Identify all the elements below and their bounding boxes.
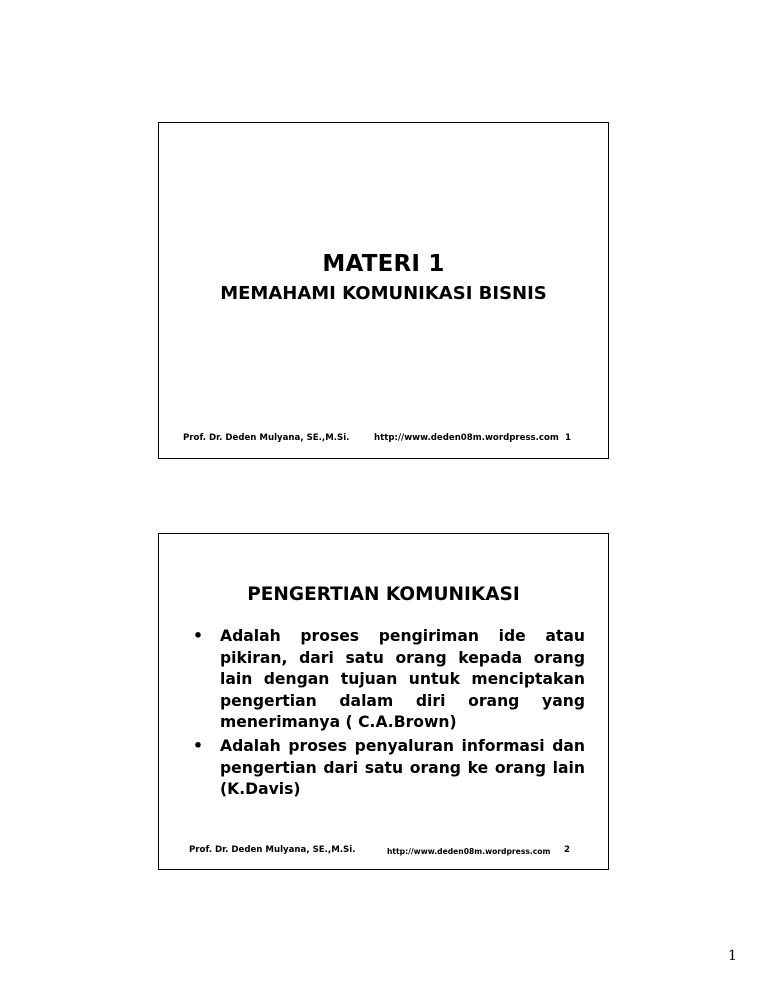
bullet-list [193,626,585,803]
slide-2-title: PENGERTIAN KOMUNIKASI [247,584,520,605]
footer-author: Prof. Dr. Deden Mulyana, SE.,M.Si. [189,845,356,855]
bullet-text: Adalah proses pengiriman ide atau pikiran, dari satu orang kepada orang lain dengan tujuan untuk menciptakan pengertian dalam diri orang yang menerimanya ( C.A.Brown) [220,627,585,732]
footer-url: http://www.deden08m.wordpress.com [374,433,559,443]
footer-url: http://www.deden08m.wordpress.com [387,847,551,856]
slide-1-title: MATERI 1 [322,251,445,277]
bullet-text: Adalah proses penyaluran informasi dan pengertian dari satu orang ke orang lain (K.Davis) [220,736,585,799]
bullet-item [193,736,585,801]
bullet-marker: • [193,627,203,645]
bullet-item [193,626,585,734]
slide-1 [158,122,609,459]
slide-number: 2 [564,845,570,855]
footer-author: Prof. Dr. Deden Mulyana, SE.,M.Si. [183,433,350,443]
slide-number: 1 [565,433,571,443]
bullet-marker: • [193,736,203,755]
page-number: 1 [728,948,737,964]
slide-2 [158,533,609,870]
slide-1-subtitle: MEMAHAMI KOMUNIKASI BISNIS [220,283,547,304]
